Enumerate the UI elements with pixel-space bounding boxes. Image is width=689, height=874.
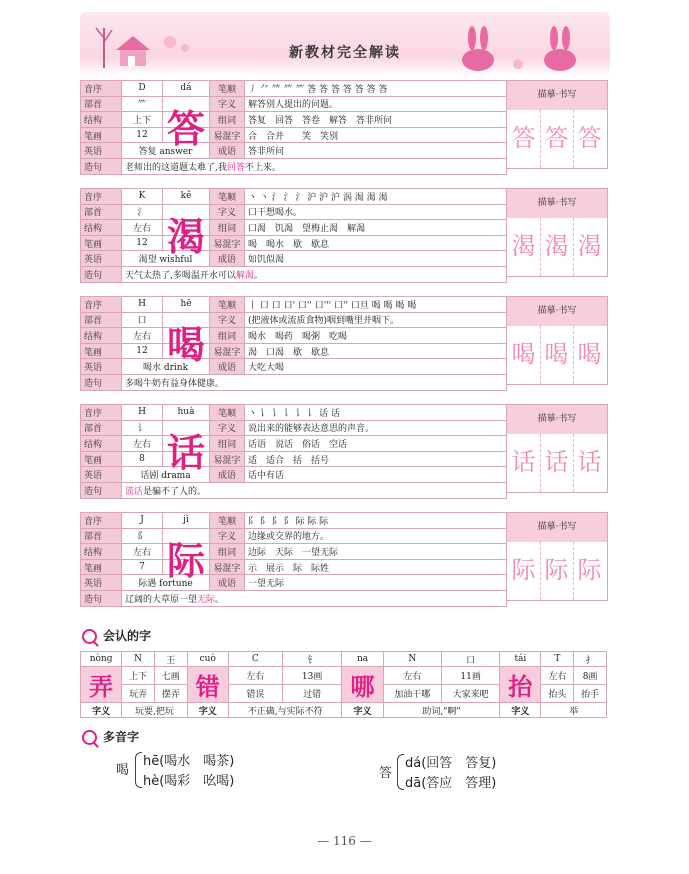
confusable-chars: 喝 喝水 歇 歇息 <box>245 235 507 251</box>
trace-character: 喝 <box>544 340 569 368</box>
big-character: 际 <box>166 538 205 583</box>
practice-box <box>507 404 608 493</box>
word-group: 答复 回答 答卷 解答 答非所问 <box>245 112 507 128</box>
label: 笔画 <box>81 127 122 143</box>
pinyin-value: dá <box>163 81 210 97</box>
meaning-cell: 不正确,与实际不符 <box>228 703 342 718</box>
label: 部首 <box>81 312 122 328</box>
sentence-text: 辽阔的大草原一望 <box>125 594 198 605</box>
label: 英语 <box>81 359 122 375</box>
word-cell: 加油干哪 <box>383 685 441 703</box>
pinyin-cell: nòng <box>81 652 122 667</box>
word-group: 话语 说话 俗话 空话 <box>245 436 507 452</box>
confusable-chars: 渴 口渴 歇 歇息 <box>245 343 507 359</box>
sentence-highlight: 无际 <box>197 594 216 605</box>
example-sentence <box>122 158 507 174</box>
brace-icon <box>397 754 404 790</box>
sentence-text: 是骗不了人的。 <box>143 486 207 497</box>
label: 组词 <box>210 544 245 560</box>
big-character: 喝 <box>166 322 205 367</box>
practice-box <box>507 80 608 169</box>
label: 笔顺 <box>210 297 245 313</box>
stroke-count-cell: 8画 <box>574 667 607 685</box>
label: 造句 <box>81 374 122 390</box>
label: 音序 <box>81 405 122 421</box>
sentence-highlight: 回答 <box>226 162 245 173</box>
label: 字义 <box>210 528 245 544</box>
label: 结构 <box>81 328 122 344</box>
radical-value: 阝 <box>122 528 163 544</box>
polyphonic-section-heading: 多音字 <box>82 728 139 745</box>
header-title: 新教材完全解读 <box>289 45 401 61</box>
big-character: 答 <box>166 106 205 151</box>
practice-grid <box>507 542 607 600</box>
idiom: 答非所问 <box>245 143 507 159</box>
poly-char: 喝 <box>116 763 130 778</box>
label: 部首 <box>81 96 122 112</box>
trace-character: 话 <box>511 448 536 476</box>
radical-cell: 扌 <box>574 652 607 667</box>
sentence-highlight: 谎话 <box>125 486 144 497</box>
word-cell: 摆弄 <box>154 685 187 703</box>
yinxu-value: K <box>122 189 163 205</box>
stroke-order: 丶 丶 氵 氵 氵 沪 沪 沪 涡 渴 渴 渴 <box>245 189 507 205</box>
english-word: 喝水 drink <box>122 359 210 375</box>
label: 组词 <box>210 436 245 452</box>
radical-cell: 王 <box>154 652 187 667</box>
practice-grid <box>507 326 607 384</box>
trace-character: 话 <box>577 448 602 476</box>
brace-icon <box>135 752 142 788</box>
structure-value: 上下 <box>122 112 163 128</box>
label: 音序 <box>81 81 122 97</box>
practice-label: 描摹·书写 <box>507 81 607 110</box>
label: 笔顺 <box>210 405 245 421</box>
yinxu-cell: N <box>383 652 441 667</box>
label: 英语 <box>81 143 122 159</box>
label: 成语 <box>210 359 245 375</box>
big-character: 错 <box>187 667 228 703</box>
meaning: 口干想喝水。 <box>245 204 507 220</box>
label: 笔顺 <box>210 189 245 205</box>
character-info-table <box>80 296 507 391</box>
example-sentence <box>122 266 507 282</box>
yinxu-cell: C <box>228 652 282 667</box>
radical-value: 讠 <box>122 420 163 436</box>
radical-cell: 口 <box>441 652 499 667</box>
trace-character: 渴 <box>544 232 569 260</box>
practice-grid <box>507 218 607 276</box>
word-cell: 过错 <box>282 685 342 703</box>
word-group: 喝水 喝药 喝粥 吃喝 <box>245 328 507 344</box>
label: 组词 <box>210 328 245 344</box>
meaning: 边缘或交界的地方。 <box>245 528 507 544</box>
practice-label: 描摹·书写 <box>507 513 607 542</box>
structure-cell: 左右 <box>541 667 574 685</box>
label: 笔画 <box>81 343 122 359</box>
label: 笔顺 <box>210 513 245 529</box>
label: 成语 <box>210 467 245 483</box>
label: 易混字 <box>210 451 245 467</box>
sentence-text: 不上来。 <box>244 162 281 173</box>
trace-character: 渴 <box>511 232 536 260</box>
label: 部首 <box>81 204 122 220</box>
big-character: 渴 <box>166 214 205 259</box>
practice-grid <box>507 110 607 168</box>
structure-value: 左右 <box>122 436 163 452</box>
label: 字义 <box>500 703 541 718</box>
english-word: 际遇 fortune <box>122 575 210 591</box>
trace-character: 际 <box>577 556 602 584</box>
character-info-table <box>80 404 507 499</box>
character-card <box>80 404 607 512</box>
big-character: 话 <box>166 430 205 475</box>
label: 成语 <box>210 575 245 591</box>
sentence-text: 。 <box>215 594 225 605</box>
yinxu-cell: N <box>122 652 155 667</box>
trace-character: 答 <box>577 124 602 152</box>
stroke-count: 8 <box>122 451 163 467</box>
label: 音序 <box>81 513 122 529</box>
word-group: 口渴 饥渴 望梅止渴 解渴 <box>245 220 507 236</box>
trace-character: 话 <box>544 448 569 476</box>
structure-value: 左右 <box>122 220 163 236</box>
label: 字义 <box>187 703 228 718</box>
character-card <box>80 296 607 404</box>
label: 英语 <box>81 467 122 483</box>
example-sentence <box>122 482 507 498</box>
stroke-count: 7 <box>122 559 163 575</box>
example-sentence <box>122 590 507 606</box>
radical-value: 口 <box>122 312 163 328</box>
idiom: 一望无际 <box>245 575 507 591</box>
label: 字义 <box>210 420 245 436</box>
stroke-count-cell: 七画 <box>154 667 187 685</box>
pinyin-value: huà <box>163 405 210 421</box>
label: 造句 <box>81 266 122 282</box>
yinxu-value: D <box>122 81 163 97</box>
stroke-count: 12 <box>122 235 163 251</box>
practice-box <box>507 296 608 385</box>
confusable-chars: 适 适合 括 括号 <box>245 451 507 467</box>
confusable-chars: 合 合并 笑 笑别 <box>245 127 507 143</box>
trace-character: 答 <box>511 124 536 152</box>
word-group: 边际 天际 一望无际 <box>245 544 507 560</box>
character-info-table <box>80 80 507 175</box>
label: 字义 <box>342 703 383 718</box>
structure-cell: 上下 <box>122 667 155 685</box>
label: 易混字 <box>210 235 245 251</box>
radical-cell: 钅 <box>282 652 342 667</box>
meaning: 解答别人提出的问题。 <box>245 96 507 112</box>
label: 结构 <box>81 220 122 236</box>
magnifier-icon <box>82 629 97 644</box>
pinyin-cell: tái <box>500 652 541 667</box>
recognize-section-heading: 会认的字 <box>82 627 151 644</box>
poly-char: 答 <box>379 766 393 781</box>
big-character: 哪 <box>342 667 383 703</box>
label: 易混字 <box>210 127 245 143</box>
practice-label: 描摹·书写 <box>507 189 607 218</box>
character-info-table <box>80 512 507 607</box>
trace-character: 渴 <box>577 232 602 260</box>
stroke-order: 丨 口 口 口' 口'' 口''' 口'' 口旦 喝 喝 喝 喝 <box>245 297 507 313</box>
sentence-text: 多喝牛奶有益身体健康。 <box>125 378 225 389</box>
sentence-text: 。 <box>253 270 263 281</box>
label: 部首 <box>81 420 122 436</box>
pinyin-cell: cuò <box>187 652 228 667</box>
word-cell: 抬头 <box>541 685 574 703</box>
english-word: 答复 answer <box>122 143 210 159</box>
stroke-count: 12 <box>122 127 163 143</box>
label: 易混字 <box>210 343 245 359</box>
structure-cell: 左右 <box>228 667 282 685</box>
yinxu-value: H <box>122 405 163 421</box>
practice-box <box>507 188 608 277</box>
page-number: — 116 — <box>317 834 372 848</box>
radical-value: 氵 <box>122 204 163 220</box>
example-sentence <box>122 374 507 390</box>
label: 笔画 <box>81 235 122 251</box>
character-card <box>80 512 607 620</box>
structure-cell: 左右 <box>383 667 441 685</box>
idiom: 如饥似渴 <box>245 251 507 267</box>
label: 造句 <box>81 482 122 498</box>
big-character: 弄 <box>81 667 122 703</box>
poly-reading: dá(回答 答复) <box>405 756 497 771</box>
sentence-text: 老师出的这道题太难了,我 <box>125 162 227 173</box>
sentence-text: 天气太热了,多喝温开水可以 <box>125 270 236 281</box>
poly-reading: hē(喝水 喝茶) <box>143 754 235 769</box>
structure-value: 左右 <box>122 544 163 560</box>
word-cell: 玩弄 <box>122 685 155 703</box>
label: 组词 <box>210 112 245 128</box>
yinxu-value: J <box>122 513 163 529</box>
label: 笔画 <box>81 451 122 467</box>
trace-character: 答 <box>544 124 569 152</box>
sentence-highlight: 解渴 <box>235 270 254 281</box>
pinyin-value: hē <box>163 297 210 313</box>
character-card <box>80 80 607 188</box>
label: 笔顺 <box>210 81 245 97</box>
label: 字义 <box>210 204 245 220</box>
practice-label: 描摹·书写 <box>507 297 607 326</box>
label: 易混字 <box>210 559 245 575</box>
poly-reading: dā(答应 答理) <box>405 776 497 791</box>
label: 英语 <box>81 575 122 591</box>
label: 音序 <box>81 189 122 205</box>
practice-grid <box>507 434 607 492</box>
meaning-cell: 举 <box>541 703 607 718</box>
english-word: 话剧 drama <box>122 467 210 483</box>
poly-reading: hè(喝彩 吆喝) <box>143 774 235 789</box>
practice-box <box>507 512 608 601</box>
label: 结构 <box>81 112 122 128</box>
big-character: 抬 <box>500 667 541 703</box>
label: 英语 <box>81 251 122 267</box>
stroke-order: 丶 讠 讠 讠 讠 讠 话 话 <box>245 405 507 421</box>
stroke-count: 12 <box>122 343 163 359</box>
label: 结构 <box>81 544 122 560</box>
label: 成语 <box>210 251 245 267</box>
page-header <box>80 12 610 76</box>
word-cell: 抬手 <box>574 685 607 703</box>
stroke-count-cell: 11画 <box>441 667 499 685</box>
label: 结构 <box>81 436 122 452</box>
label: 部首 <box>81 528 122 544</box>
stroke-count-cell: 13画 <box>282 667 342 685</box>
yinxu-value: H <box>122 297 163 313</box>
label: 字义 <box>210 96 245 112</box>
stroke-order: 丿 ⺈ ⺮ ⺮ ⺮ 答 答 答 答 答 答 答 <box>245 81 507 97</box>
practice-label: 描摹·书写 <box>507 405 607 434</box>
label: 音序 <box>81 297 122 313</box>
label: 造句 <box>81 158 122 174</box>
radical-value: ⺮ <box>122 96 163 112</box>
idiom: 大吃大喝 <box>245 359 507 375</box>
character-card <box>80 188 607 296</box>
meaning: 说出来的能够表达意思的声音。 <box>245 420 507 436</box>
trace-character: 喝 <box>511 340 536 368</box>
meaning: (把液体或流质食物)咽到嘴里并咽下。 <box>245 312 507 328</box>
trace-character: 际 <box>511 556 536 584</box>
pinyin-cell: na <box>342 652 383 667</box>
label: 成语 <box>210 143 245 159</box>
idiom: 话中有话 <box>245 467 507 483</box>
label: 造句 <box>81 590 122 606</box>
trace-character: 际 <box>544 556 569 584</box>
word-cell: 错误 <box>228 685 282 703</box>
label: 字义 <box>210 312 245 328</box>
trace-character: 喝 <box>577 340 602 368</box>
character-info-table <box>80 188 507 283</box>
structure-value: 左右 <box>122 328 163 344</box>
meaning-cell: 玩要,把玩 <box>122 703 187 718</box>
pinyin-value: kě <box>163 189 210 205</box>
yinxu-cell: T <box>541 652 574 667</box>
confusable-chars: 示 展示 际 际姓 <box>245 559 507 575</box>
label: 笔画 <box>81 559 122 575</box>
english-word: 渴望 wishful <box>122 251 210 267</box>
pinyin-value: jì <box>163 513 210 529</box>
label: 组词 <box>210 220 245 236</box>
recognize-table <box>80 651 607 718</box>
word-cell: 大家来吧 <box>441 685 499 703</box>
magnifier-icon <box>82 730 97 745</box>
meaning-cell: 助词,"啊" <box>383 703 500 718</box>
stroke-order: 阝 阝 阝 阝 际 际 际 <box>245 513 507 529</box>
label: 字义 <box>81 703 122 718</box>
